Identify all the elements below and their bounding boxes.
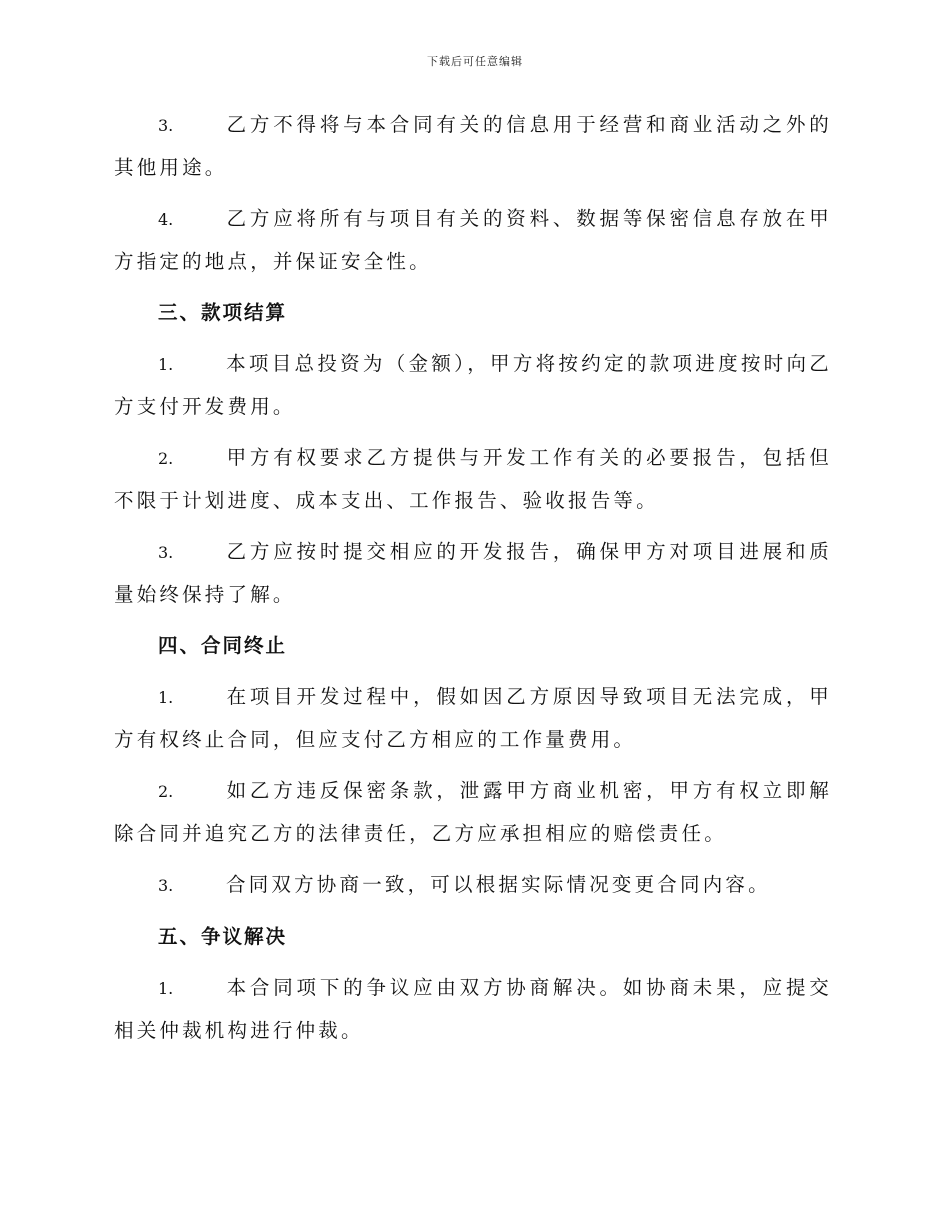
clause-text: 如乙方违反保密条款，泄露甲方商业机密，甲方有权立即解除合同并追究乙方的法律责任，乙方应承担相应的赔偿责任。 (114, 779, 832, 845)
clause-text: 乙方不得将与本合同有关的信息用于经营和商业活动之外的其他用途。 (114, 113, 832, 179)
payment-clause-1 (114, 343, 832, 428)
clause-text: 本合同项下的争议应由双方协商解决。如协商未果，应提交相关仲裁机构进行仲裁。 (114, 976, 832, 1042)
payment-clause-3 (114, 531, 832, 616)
clause-number: 3. (158, 876, 174, 895)
section-heading-dispute: 五、争议解决 (158, 925, 288, 948)
section-heading-payment: 三、款项结算 (158, 301, 288, 324)
clause-text: 本项目总投资为（金额），甲方将按约定的款项进度按时向乙方支付开发费用。 (114, 352, 832, 418)
clause-text: 甲方有权要求乙方提供与开发工作有关的必要报告，包括但不限于计划进度、成本支出、工作报告、验收报告等。 (114, 446, 832, 512)
payment-clause-2 (114, 437, 832, 522)
clause-text: 乙方应按时提交相应的开发报告，确保甲方对项目进展和质量始终保持了解。 (114, 540, 832, 606)
clause-number: 1. (158, 979, 174, 998)
termination-clause-2 (114, 770, 832, 855)
termination-clause-1 (114, 676, 832, 761)
clause-number: 4. (158, 210, 174, 229)
section-heading-termination: 四、合同终止 (158, 634, 288, 657)
clause-number: 3. (158, 543, 174, 562)
page-header: 下载后可任意编辑 (427, 55, 523, 68)
clause-3-paragraph (114, 104, 832, 189)
clause-number: 2. (158, 449, 174, 468)
clause-4-paragraph (114, 198, 832, 283)
clause-number: 1. (158, 355, 174, 374)
clause-number: 3. (158, 116, 174, 135)
clause-text: 在项目开发过程中，假如因乙方原因导致项目无法完成，甲方有权终止合同，但应支付乙方相应的工作量费用。 (114, 685, 832, 751)
clause-text: 乙方应将所有与项目有关的资料、数据等保密信息存放在甲方指定的地点，并保证安全性。 (114, 207, 832, 273)
dispute-clause-1 (114, 967, 832, 1052)
document-body (114, 104, 832, 1061)
clause-number: 2. (158, 782, 174, 801)
termination-clause-3 (114, 864, 832, 907)
clause-text: 合同双方协商一致，可以根据实际情况变更合同内容。 (226, 873, 771, 896)
clause-number: 1. (158, 688, 174, 707)
